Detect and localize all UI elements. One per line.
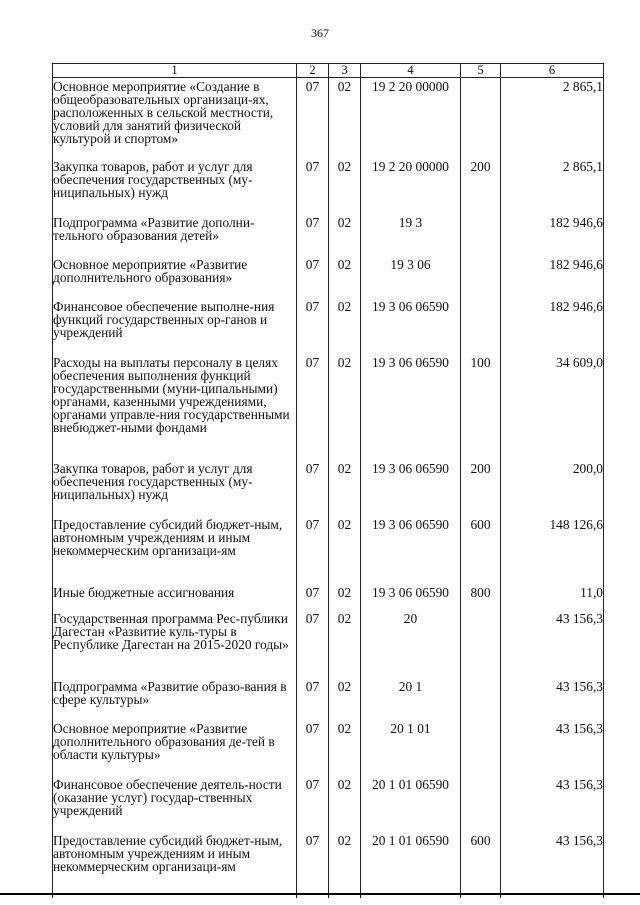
table-row	[53, 354, 604, 460]
row-description: Подпрограмма «Развитие образо-вания в сфере культуры»	[53, 678, 297, 720]
section-code: 07	[297, 516, 329, 584]
target-item-code: 19 3 06	[361, 256, 461, 298]
row-description: Закупка товаров, работ и услуг для обеспечения государственных (му-ниципальных) нужд	[53, 460, 297, 516]
row-description: Финансовое обеспечение выполне-ния функций государственных ор-ганов и учреждений	[53, 298, 297, 354]
expense-type-code	[461, 78, 501, 159]
expense-type-code	[461, 256, 501, 298]
expense-type-code: 200	[461, 460, 501, 516]
target-item-code: 20	[361, 610, 461, 678]
target-item-code: 19 3 06 06590	[361, 516, 461, 584]
subsection-code: 02	[329, 584, 361, 610]
subsection-code: 02	[329, 610, 361, 678]
row-description: Предоставление субсидий бюджет-ным, автономным учреждениям и иным некоммерческим организаци-ям	[53, 516, 297, 584]
expense-type-code	[461, 610, 501, 678]
target-item-code: 19 3 06 06590	[361, 354, 461, 460]
section-code: 07	[297, 78, 329, 159]
table-row	[53, 214, 604, 256]
section-code: 07	[297, 610, 329, 678]
amount: 43 156,3	[501, 678, 604, 720]
section-code: 07	[297, 214, 329, 256]
row-description: Закупка товаров, работ и услуг для обеспечения государственных (му-ниципальных) нужд	[53, 158, 297, 214]
amount: 43 156,3	[501, 776, 604, 832]
amount: 182 946,6	[501, 214, 604, 256]
target-item-code: 20 1 01 06590	[361, 776, 461, 832]
column-header: 1	[53, 64, 297, 78]
expense-type-code: 100	[461, 354, 501, 460]
subsection-code: 02	[329, 78, 361, 159]
subsection-code: 02	[329, 776, 361, 832]
expense-type-code	[461, 214, 501, 256]
budget-table	[52, 63, 604, 898]
target-item-code: 20 1 01 06590	[361, 832, 461, 898]
row-description: Основное мероприятие «Развитие дополнительного образования»	[53, 256, 297, 298]
expense-type-code	[461, 776, 501, 832]
subsection-code: 02	[329, 720, 361, 776]
subsection-code: 02	[329, 516, 361, 584]
subsection-code: 02	[329, 460, 361, 516]
amount: 43 156,3	[501, 720, 604, 776]
subsection-code: 02	[329, 298, 361, 354]
page-number: 367	[311, 26, 329, 40]
amount: 34 609,0	[501, 354, 604, 460]
row-description: Иные бюджетные ассигнования	[53, 584, 297, 610]
section-code: 07	[297, 158, 329, 214]
scan-edge-line	[0, 893, 640, 895]
row-description: Предоставление субсидий бюджет-ным, автономным учреждениям и иным некоммерческим организаци-ям	[53, 832, 297, 898]
table-row	[53, 516, 604, 584]
amount: 2 865,1	[501, 158, 604, 214]
amount: 2 865,1	[501, 78, 604, 159]
expense-type-code: 600	[461, 516, 501, 584]
subsection-code: 02	[329, 354, 361, 460]
row-description: Основное мероприятие «Развитие дополнительного образования де-тей в области культуры»	[53, 720, 297, 776]
target-item-code: 20 1	[361, 678, 461, 720]
section-code: 07	[297, 256, 329, 298]
section-code: 07	[297, 298, 329, 354]
section-code: 07	[297, 584, 329, 610]
section-code: 07	[297, 678, 329, 720]
amount: 182 946,6	[501, 256, 604, 298]
section-code: 07	[297, 720, 329, 776]
table-row	[53, 720, 604, 776]
table-row	[53, 78, 604, 159]
amount: 43 156,3	[501, 610, 604, 678]
target-item-code: 19 2 20 00000	[361, 78, 461, 159]
target-item-code: 19 3 06 06590	[361, 298, 461, 354]
row-description: Подпрограмма «Развитие дополни-тельного образования детей»	[53, 214, 297, 256]
subsection-code: 02	[329, 256, 361, 298]
row-description: Финансовое обеспечение деятель-ности (оказание услуг) государ-ственных учреждений	[53, 776, 297, 832]
subsection-code: 02	[329, 678, 361, 720]
expense-type-code	[461, 720, 501, 776]
subsection-code: 02	[329, 158, 361, 214]
table-row	[53, 832, 604, 898]
column-number-row	[53, 64, 604, 78]
subsection-code: 02	[329, 832, 361, 898]
row-description: Расходы на выплаты персоналу в целях обеспечения выполнения функций государственными (муни-ципальными) органами, казенными учреждениями, органами управле-ния государственными внебюджет-ными фондами	[53, 354, 297, 460]
row-description: Государственная программа Рес-публики Дагестан «Развитие куль-туры в Республике Дагестан на 2015-2020 годы»	[53, 610, 297, 678]
target-item-code: 19 3	[361, 214, 461, 256]
column-header: 3	[329, 64, 361, 78]
amount: 148 126,6	[501, 516, 604, 584]
target-item-code: 19 3 06 06590	[361, 584, 461, 610]
table-row	[53, 298, 604, 354]
amount: 43 156,3	[501, 832, 604, 898]
column-header: 2	[297, 64, 329, 78]
table-row	[53, 584, 604, 610]
expense-type-code: 200	[461, 158, 501, 214]
table-row	[53, 158, 604, 214]
section-code: 07	[297, 354, 329, 460]
expense-type-code: 800	[461, 584, 501, 610]
amount: 200,0	[501, 460, 604, 516]
expense-type-code: 600	[461, 832, 501, 898]
column-header: 5	[461, 64, 501, 78]
subsection-code: 02	[329, 214, 361, 256]
target-item-code: 20 1 01	[361, 720, 461, 776]
table-row	[53, 610, 604, 678]
table-row	[53, 460, 604, 516]
target-item-code: 19 2 20 00000	[361, 158, 461, 214]
row-description: Основное мероприятие «Создание в общеобразовательных организаци-ях, расположенных в сельской местности, условий для занятий физической культурой и спортом»	[53, 78, 297, 159]
section-code: 07	[297, 776, 329, 832]
table-row	[53, 776, 604, 832]
table-row	[53, 678, 604, 720]
section-code: 07	[297, 832, 329, 898]
amount: 182 946,6	[501, 298, 604, 354]
amount: 11,0	[501, 584, 604, 610]
target-item-code: 19 3 06 06590	[361, 460, 461, 516]
table-row	[53, 256, 604, 298]
section-code: 07	[297, 460, 329, 516]
expense-type-code	[461, 678, 501, 720]
column-header: 4	[361, 64, 461, 78]
column-header: 6	[501, 64, 604, 78]
expense-type-code	[461, 298, 501, 354]
